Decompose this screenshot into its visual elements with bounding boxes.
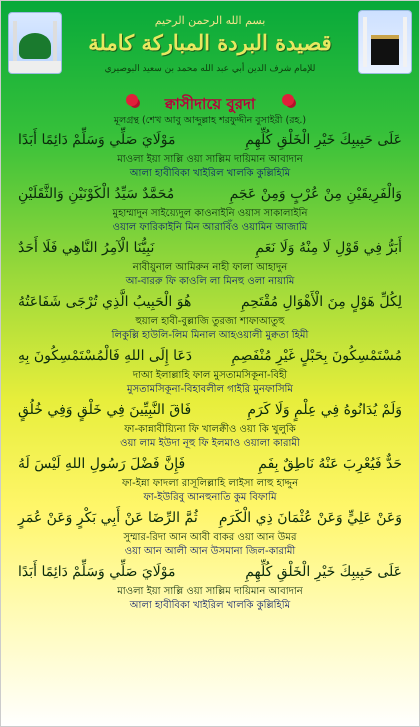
bismillah: بسم الله الرحمن الرحيم [154,14,266,27]
verse [0,454,420,508]
arabic-line [0,292,420,314]
arabic-hemistich-right: وَلَمْ يُدَانُوهُ فِي عِلْمٍ وَلَا كَرَمِ [247,402,402,418]
bengali-line-1: ফা-ইন্না ফাদলা রাসূলিল্লাহি লাইসা লাহু হাদ্দুন [121,478,299,489]
verse [0,292,420,346]
verse [0,130,420,184]
arabic-hemistich-right: لِكُلِّ هَوْلٍ مِنَ الْأَهْوَالِ مُقْتَحِمِ [240,294,402,310]
bengali-line-2: লিকুল্লি হাউলি-লিম মিনাল আহওয়ালী মুক্বতা হিমী [111,330,309,341]
arabic-line [0,130,420,152]
bengali-line-1: মুহাম্মাদুন সাইয়্যেদুল কাওনাইনি ওয়াস সাকালাইনি [112,208,308,219]
arabic-hemistich-left: مَوْلَايَ صَلِّي وَسَلِّمْ دَائِمًا أَبَدًا [18,564,176,580]
bengali-line-2: ওয়া লাম ইউদা নূহু ফি ইলমাও ওয়ালা কারামী [120,438,300,449]
arabic-line [0,508,420,530]
arabic-hemistich-right: عَلَى حَبِيبِكَ خَيْرِ الْخَلْقِ كُلِّهِمِ [245,132,402,148]
arabic-hemistich-right: حَدٌّ فَيُعْرِبَ عَنْهُ نَاطِقٌ بِفَمِ [258,456,402,472]
arabic-line [0,184,420,206]
kaaba-icon [358,10,412,74]
rose-icon [282,94,294,106]
arabic-hemistich-left: مَوْلَايَ صَلِّي وَسَلِّمْ دَائِمًا أَبَدًا [18,132,176,148]
bengali-line-1: ফা-কান্নাবীয়্যিনা ফি খালক্বীও ওয়া কি খুলুকি [124,424,296,435]
bengali-line-2: ওয়া আন আলী আন উসমানা জিল-কারামী [124,546,296,557]
arabic-hemistich-left: مُحَمَّدٌ سَيِّدُ الْكَوْنَيْنِ وَالثَّقَلَيْنِ [18,186,175,202]
bengali-line-2: মুসতামসিকূনা-বিহাবলীল গাইরি মুনফাসিমি [127,384,293,395]
bengali-line-1: মাওলা ইয়া সাল্লি ওয়া সাল্লিম দায়িমান আবাদান [117,154,303,165]
arabic-line [0,454,420,476]
arabic-line [0,562,420,584]
arabic-hemistich-right: مُسْتَمْسِكُونَ بِحَبْلٍ غَيْرِ مُنْفَصِمِ [231,348,402,364]
bengali-line-1: সুম্মার-রিদা আন আবী বাকর ওয়া আন উমর [123,532,297,543]
verse [0,184,420,238]
arabic-line [0,400,420,422]
verse [0,508,420,562]
bengali-line-2: আ-বাররু ফি কাওলি লা মিনহু ওলা নায়ামি [125,276,295,287]
arabic-hemistich-right: وَعَنْ عَلِيٍّ وَعَنْ عُثْمَانَ ذِي الْكَرَمِ [218,510,402,526]
header [0,0,420,126]
bengali-line-1: মাওলা ইয়া সাল্লি ওয়া সাল্লিম দায়িমান আবাদান [117,586,303,597]
bengali-line-2: ওয়াল ফারিকাইনি মিন আরাবিঁও ওয়ামিন আজামি [112,222,308,233]
arabic-hemistich-right: وَالْفَرِيقَيْنِ مِنْ عُرْبٍ وَمِنْ عَجَمِ [229,186,402,202]
arabic-line [0,346,420,368]
arabic-hemistich-right: عَلَى حَبِيبِكَ خَيْرِ الْخَلْقِ كُلِّهِمِ [245,564,402,580]
arabic-hemistich-left: فَاقَ النَّبِيِّينَ فِي خَلْقٍ وَفِي خُلُقٍ [18,402,192,418]
verse [0,238,420,292]
bengali-line-2: ফা-ইউরিবু আনহুনাতি কুম বিফামি [143,492,277,503]
bengali-line-1: নাবীয়ুনাল আমিরুন নাহী ফালা আহাদুন [132,262,288,273]
verse [0,346,420,400]
bengali-line-1: দাআ ইলাল্লাহি ফাল মুসতামসিকূনা-বিহী [132,370,288,381]
arabic-hemistich-left: نَبِيُّنَا الْآمِرُ النَّاهِي فَلَا أَحَدٌ [18,240,155,256]
bengali-line-1: হুয়াল হাবী-বুল্লাজি তুরজা শাফাআতুহু [135,316,285,327]
bengali-author: মূলগ্রন্থ (শেখ আবু আব্দুল্লাহ শরফুদ্দীন বুসাইরী (রহ.) [113,115,307,126]
bengali-title-bar [130,93,290,112]
arabic-hemistich-left: دَعَا إِلَى اللهِ فَالْمُسْتَمْسِكُونَ بِهِ [18,348,193,364]
bengali-line-2: আলা হাবীবিকা খাইরিল খালকি কুল্লিহিমি [129,168,291,179]
arabic-hemistich-left: فَإِنَّ فَضْلَ رَسُولِ اللهِ لَيْسَ لَهُ [18,456,186,472]
arabic-author: للإمام شرف الدين أبي عبد الله محمد بن سعيد البوصيري [104,64,316,74]
arabic-hemistich-left: ثُمَّ الرِّضَا عَنْ أَبِي بَكْرٍ وَعَنْ عُمَرٍ [18,510,198,526]
bengali-line-2: আলা হাবীবিকা খাইরিল খালকি কুল্লিহিমি [129,600,291,611]
verse [0,562,420,616]
mosque-dome-icon [8,12,62,74]
verses [0,130,420,616]
arabic-line [0,238,420,260]
arabic-hemistich-right: أَبَرُّ فِي قَوْلِ لَا مِنْهُ وَلَا نَعَمِ [255,240,402,256]
verse [0,400,420,454]
arabic-hemistich-left: هُوَ الْحَبِيبُ الَّذِي تُرْجَى شَفَاعَتُهُ [18,294,192,310]
rose-icon [126,94,138,106]
bengali-title: ক্বাসীদায়ে বুরদা [164,95,256,113]
arabic-title: قصيدة البردة المباركة كاملة [88,30,332,55]
